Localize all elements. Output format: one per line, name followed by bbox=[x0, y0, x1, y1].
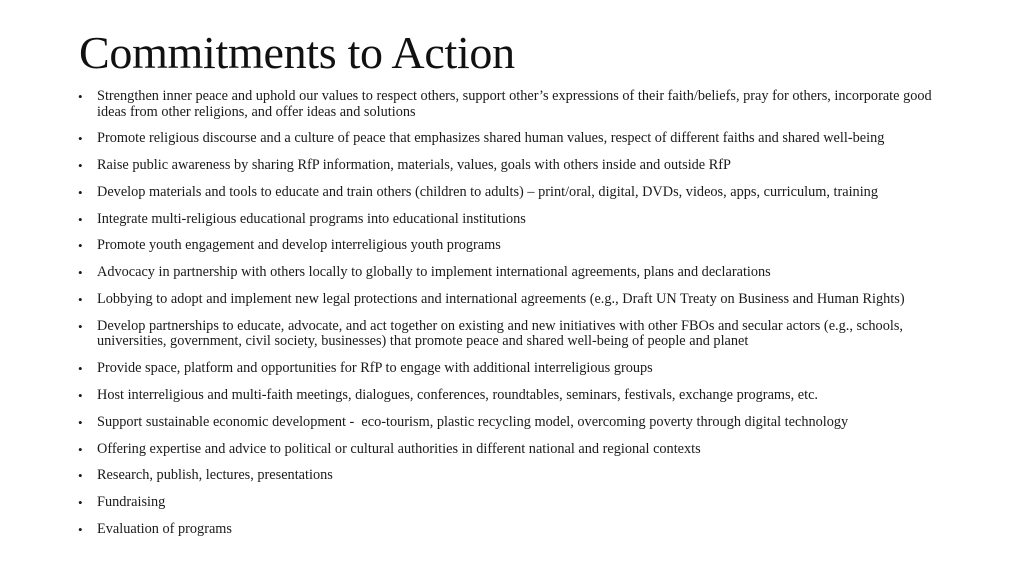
bullet-item bbox=[78, 131, 958, 147]
bullet-text: Promote religious discourse and a culture of peace that emphasizes shared human values, respect of different faiths and shared well-being bbox=[97, 130, 885, 147]
bullet-item bbox=[78, 442, 958, 458]
bullet-item bbox=[78, 388, 958, 404]
bullet-item bbox=[78, 185, 958, 201]
bullet-text: Advocacy in partnership with others locally to globally to implement international agreements, plans and declarations bbox=[97, 264, 771, 281]
bullet-text: Provide space, platform and opportunities for RfP to engage with additional interreligious groups bbox=[97, 360, 653, 377]
bullet-icon: • bbox=[78, 441, 83, 457]
bullet-item bbox=[78, 522, 958, 538]
bullet-icon: • bbox=[78, 292, 83, 308]
bullet-text: Lobbying to adopt and implement new legal protections and international agreements (e.g., Draft UN Treaty on Business and Human Rights) bbox=[97, 291, 905, 308]
bullet-text: Develop partnerships to educate, advocate, and act together on existing and new initiatives with other FBOs and secular actors (e.g., schools, universities, government, civil society, businesses) that promote peace and shared well-being of people and planet bbox=[97, 317, 907, 350]
bullet-icon: • bbox=[78, 495, 83, 511]
bullet-icon: • bbox=[78, 414, 83, 430]
bullet-text: Fundraising bbox=[97, 494, 166, 511]
bullet-item bbox=[78, 415, 958, 431]
bullet-text: Integrate multi-religious educational programs into educational institutions bbox=[97, 210, 526, 227]
bullet-icon: • bbox=[78, 468, 83, 484]
bullet-icon: • bbox=[78, 387, 83, 403]
bullet-text: Research, publish, lectures, presentations bbox=[97, 467, 333, 484]
bullet-item bbox=[78, 495, 958, 511]
bullet-icon: • bbox=[78, 521, 83, 537]
bullet-item bbox=[78, 361, 958, 377]
bullet-icon: • bbox=[78, 318, 83, 334]
bullet-item bbox=[78, 238, 958, 254]
bullet-text: Host interreligious and multi-faith meetings, dialogues, conferences, roundtables, seminars, festivals, exchange programs, etc. bbox=[97, 386, 818, 403]
bullet-icon: • bbox=[78, 158, 83, 174]
bullet-icon: • bbox=[78, 89, 83, 104]
bullet-text: Promote youth engagement and develop interreligious youth programs bbox=[97, 237, 501, 254]
bullet-text: Support sustainable economic development - eco-tourism, plastic recycling model, overcoming poverty through digital technology bbox=[97, 413, 849, 430]
bullet-icon: • bbox=[78, 131, 83, 147]
bullet-list bbox=[78, 89, 958, 549]
bullet-item bbox=[78, 265, 958, 281]
bullet-text: Develop materials and tools to educate and train others (children to adults) – print/oral, digital, DVDs, videos, apps, curriculum, training bbox=[97, 183, 878, 200]
slide-title: Commitments to Action bbox=[79, 27, 515, 78]
bullet-item bbox=[78, 158, 958, 174]
bullet-icon: • bbox=[78, 265, 83, 281]
bullet-item bbox=[78, 292, 958, 308]
bullet-icon: • bbox=[78, 238, 83, 254]
bullet-text: Offering expertise and advice to political or cultural authorities in different national and regional contexts bbox=[97, 440, 701, 457]
bullet-icon: • bbox=[78, 361, 83, 377]
bullet-icon: • bbox=[78, 211, 83, 227]
bullet-item bbox=[78, 89, 958, 120]
bullet-icon: • bbox=[78, 184, 83, 200]
bullet-item bbox=[78, 319, 958, 350]
bullet-item bbox=[78, 468, 958, 484]
bullet-text: Evaluation of programs bbox=[97, 520, 232, 537]
bullet-text: Raise public awareness by sharing RfP information, materials, values, goals with others inside and outside RfP bbox=[97, 157, 731, 174]
bullet-text: Strengthen inner peace and uphold our values to respect others, support other’s expressions of their faith/beliefs, pray for others, incorporate good ideas from other religions, and offer ideas and solutions bbox=[97, 88, 936, 120]
bullet-item bbox=[78, 212, 958, 228]
